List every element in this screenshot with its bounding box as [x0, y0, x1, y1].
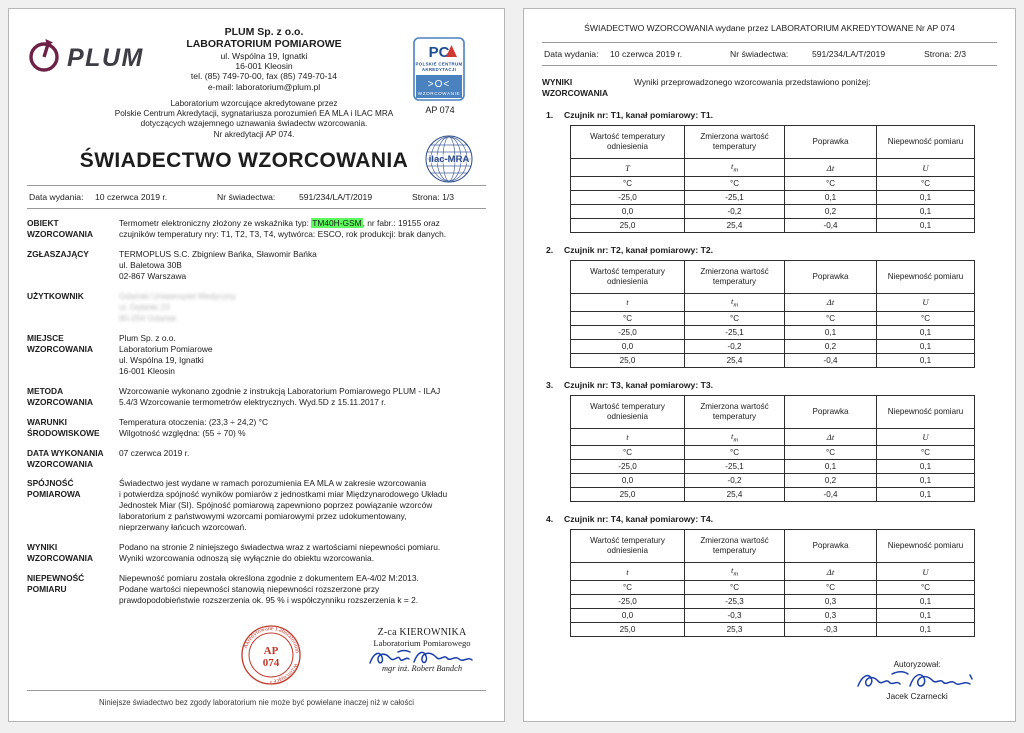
- table-row: [571, 474, 975, 488]
- data-cell: 25,4: [685, 488, 785, 502]
- column-header: Niepewność pomiaru: [877, 395, 975, 428]
- svg-text:POLSKIE CENTRUM: POLSKIE CENTRUM: [415, 61, 463, 67]
- data-cell: -25,1: [685, 460, 785, 474]
- certificate-sections: [27, 218, 486, 606]
- warunki-line-2: Wilgotność względna: (55 ÷ 70) %: [119, 428, 246, 438]
- data-cell: 0,0: [571, 609, 685, 623]
- data-cell: 25,0: [571, 623, 685, 637]
- table-symbol-row: [571, 159, 975, 177]
- data-cell: 0,1: [877, 460, 975, 474]
- table-row: [571, 204, 975, 218]
- data-cell: 25,3: [685, 623, 785, 637]
- zglaszajacy-line-2: ul. Baletowa 30B: [119, 260, 182, 270]
- measurement-section-2: [542, 245, 997, 368]
- symbol-cell: $t_m$: [685, 563, 785, 581]
- table-row: [571, 339, 975, 353]
- data-cell: 0,2: [785, 339, 877, 353]
- section-wyniki-wzorcowania: [27, 542, 486, 564]
- data-cell: 0,2: [785, 204, 877, 218]
- data-cell: -25,0: [571, 595, 685, 609]
- symbol-cell: $t_m$: [685, 293, 785, 311]
- section-label: METODA WZORCOWANIA: [27, 386, 94, 407]
- unit-cell: °C: [785, 446, 877, 460]
- table-row: [571, 218, 975, 232]
- data-cell: 0,1: [877, 190, 975, 204]
- column-header: Niepewność pomiaru: [877, 126, 975, 159]
- data-cell: -25,0: [571, 190, 685, 204]
- column-header: Poprawka: [785, 530, 877, 563]
- table-symbol-row: [571, 293, 975, 311]
- page2-header-title: ŚWIADECTWO WZORCOWANIA wydane przez LABORATORIUM AKREDYTOWANE Nr AP 074: [584, 23, 955, 33]
- table-header-row: [571, 126, 975, 159]
- spojnosc-line-5: nieprzerwany łańcuch wzorcowań.: [119, 522, 247, 533]
- data-cell: 25,0: [571, 218, 685, 232]
- data-cell: -0,2: [685, 204, 785, 218]
- data-cell: 0,1: [877, 204, 975, 218]
- data-cell: -0,4: [785, 353, 877, 367]
- data-cell: 0,1: [785, 190, 877, 204]
- wyniki-line-1: Podano na stronie 2 niniejszego świadectwa wraz z wartościami niepewności pomiaru.: [119, 542, 441, 553]
- section-number: 4.: [546, 514, 554, 525]
- results-label: [542, 77, 634, 98]
- measurement-table-2: [570, 260, 975, 368]
- data-cell: 0,1: [877, 595, 975, 609]
- column-header: Wartość temperatury odniesienia: [571, 530, 685, 563]
- zglaszajacy-line-3: 02-867 Warszawa: [119, 271, 187, 281]
- section-caption: [546, 244, 997, 255]
- table-header-row: [571, 530, 975, 563]
- symbol-cell: t: [571, 428, 685, 446]
- certificate-number-label: Nr świadectwa:: [217, 192, 276, 202]
- spojnosc-line-3: Jednostek Miar (SI). Spójność pomiarową zapewniono poprzez powiązanie wzorców: [119, 500, 433, 511]
- unit-cell: °C: [785, 311, 877, 325]
- metoda-line-2: 5.4/3 Wzorcowanie termometrów elektrycznych. Wyd.5D z 15.11.2017 r.: [119, 397, 386, 407]
- data-cell: 0,1: [785, 460, 877, 474]
- accreditation-line-1: Laboratorium wzorcujące akredytowane przez: [170, 99, 338, 108]
- svg-text:ilac-MRA: ilac-MRA: [428, 154, 470, 165]
- symbol-cell: U: [877, 563, 975, 581]
- signature-block: [347, 627, 497, 673]
- unit-cell: °C: [571, 311, 685, 325]
- data-cell: -0,2: [685, 474, 785, 488]
- warunki-line-1: Temperatura otoczenia: (23,3 ÷ 24,2) °C: [119, 417, 268, 427]
- section-value: [119, 218, 486, 240]
- table-row: [571, 488, 975, 502]
- pca-logo-icon: [413, 37, 465, 101]
- section-label: WARUNKI ŚRODOWISKOWE: [27, 417, 100, 438]
- symbol-cell: Δt: [785, 563, 877, 581]
- data-cell: 25,0: [571, 353, 685, 367]
- section-caption: [546, 379, 997, 390]
- issue-date-value: 10 czerwca 2019 r.: [95, 192, 168, 202]
- table-row: [571, 190, 975, 204]
- data-cell: 0,1: [877, 339, 975, 353]
- data-cell: 25,4: [685, 353, 785, 367]
- svg-text:PC: PC: [428, 44, 450, 61]
- column-header: Niepewność pomiaru: [877, 260, 975, 293]
- spojnosc-line-1: Świadectwo jest wydane w ramach porozumienia EA MLA w zakresie wzorcowania: [119, 478, 427, 489]
- svg-text:AP: AP: [263, 645, 279, 657]
- data-cell: 0,1: [877, 488, 975, 502]
- column-header: Zmierzona wartość temperatury: [685, 530, 785, 563]
- section-number: 2.: [546, 244, 554, 255]
- data-cell: 0,1: [877, 609, 975, 623]
- data-cell: 25,0: [571, 488, 685, 502]
- company-department: LABORATORIUM POMIAROWE: [186, 37, 342, 50]
- pca-logo-caption: AP 074: [425, 105, 455, 115]
- accreditation-line-4: Nr akredytacji AP 074.: [213, 129, 295, 139]
- data-cell: 25,4: [685, 218, 785, 232]
- symbol-cell: t: [571, 563, 685, 581]
- issue-date-label: Data wydania:: [544, 49, 599, 59]
- data-cell: 0,3: [785, 595, 877, 609]
- table-header-row: [571, 395, 975, 428]
- symbol-cell: Δt: [785, 159, 877, 177]
- data-cell: -25,1: [685, 325, 785, 339]
- unit-cell: °C: [685, 176, 785, 190]
- unit-cell: °C: [571, 446, 685, 460]
- company-block: [129, 27, 399, 92]
- certificate-page-1: [8, 8, 505, 722]
- symbol-cell: Δt: [785, 428, 877, 446]
- data-cell: -0,3: [785, 623, 877, 637]
- section-value: [119, 291, 486, 324]
- unit-cell: °C: [877, 311, 975, 325]
- data-cell: -0,2: [685, 339, 785, 353]
- accreditation-line-2: Polskie Centrum Akredytacji, sygnatariusza porozumień EA MLA i ILAC MRA: [114, 109, 394, 119]
- data-cell: -0,3: [685, 609, 785, 623]
- section-label: NIEPEWNOŚĆ POMIARU: [27, 573, 85, 594]
- unit-cell: °C: [685, 581, 785, 595]
- section-zglaszajacy: [27, 249, 486, 282]
- column-header: Poprawka: [785, 126, 877, 159]
- handwritten-signature-icon: [852, 669, 982, 693]
- svg-text:>O<: >O<: [427, 79, 451, 90]
- section-value: [119, 417, 486, 439]
- certificate-number-value: 591/234/LA/T/2019: [812, 49, 886, 59]
- metoda-line-1: Wzorcowanie wykonano zgodnie z instrukcją Laboratorium Pomiarowego PLUM - ILAJ: [119, 386, 441, 396]
- data-cell: 0,1: [877, 218, 975, 232]
- table-unit-row: [571, 446, 975, 460]
- certificate-page-2: [523, 8, 1016, 722]
- unit-cell: °C: [785, 176, 877, 190]
- data-cell: -25,3: [685, 595, 785, 609]
- measurement-section-3: [542, 380, 997, 503]
- section-value: [119, 573, 486, 606]
- unit-cell: °C: [877, 581, 975, 595]
- wyniki-line-2: Wyniki wzorcowania odnoszą się wyłącznie do obiektu wzorcowania.: [119, 553, 375, 564]
- unit-cell: °C: [877, 446, 975, 460]
- spojnosc-line-2: i potwierdza spójność wyników pomiarów z jednostkami miar Międzynarodowego Układu: [119, 489, 448, 500]
- data-wykonania-value: 07 czerwca 2019 r.: [119, 448, 190, 458]
- measurement-section-4: [542, 514, 997, 637]
- page2-meta-row: [542, 42, 997, 66]
- svg-text:AKREDYTACJI: AKREDYTACJI: [421, 67, 457, 72]
- data-cell: -25,0: [571, 460, 685, 474]
- measurement-section-1: [542, 110, 997, 233]
- data-cell: 0,1: [877, 353, 975, 367]
- column-header: Poprawka: [785, 260, 877, 293]
- niepewnosc-line-1: Niepewność pomiaru została określona zgodnie z dokumentem EA-4/02 M:2013.: [119, 573, 419, 584]
- section-label: OBIEKT WZORCOWANIA: [27, 218, 94, 239]
- company-address-1: ul. Wspólna 19, Ignatki: [220, 50, 308, 61]
- unit-cell: °C: [685, 311, 785, 325]
- symbol-cell: U: [877, 428, 975, 446]
- section-value: [119, 249, 486, 282]
- miejsce-line-1: Plum Sp. z o.o.: [119, 333, 176, 343]
- measurement-table-4: [570, 529, 975, 637]
- column-header: Niepewność pomiaru: [877, 530, 975, 563]
- section-caption-text: Czujnik nr: T1, kanał pomiarowy: T1.: [564, 110, 713, 121]
- symbol-cell: Δt: [785, 293, 877, 311]
- column-header: Zmierzona wartość temperatury: [685, 260, 785, 293]
- section-label: ZGŁASZAJĄCY: [27, 249, 89, 259]
- accreditation-note: [89, 99, 419, 140]
- data-cell: 0,1: [877, 623, 975, 637]
- page-title: ŚWIADECTWO WZORCOWANIA: [79, 149, 409, 172]
- table-unit-row: [571, 176, 975, 190]
- table-symbol-row: [571, 563, 975, 581]
- table-symbol-row: [571, 428, 975, 446]
- section-caption-text: Czujnik nr: T2, kanał pomiarowy: T2.: [564, 244, 713, 255]
- section-label: SPÓJNOŚĆ POMIAROWA: [27, 478, 81, 499]
- company-address-2: 16-001 Kleosin: [235, 61, 293, 71]
- obiekt-line-1: Termometr elektroniczny złożony ze wskaźnika typ: TM40H-GSM, nr fabr.: 19155 oraz: [119, 218, 440, 228]
- table-header-row: [571, 260, 975, 293]
- data-cell: 0,2: [785, 474, 877, 488]
- symbol-cell: $t_m$: [685, 428, 785, 446]
- section-miejsce-wzorcowania: [27, 333, 486, 377]
- symbol-cell: U: [877, 293, 975, 311]
- zglaszajacy-line-1: TERMOPLUS S.C. Zbigniew Bańka, Sławomir Bańka: [119, 249, 317, 259]
- uzytkownik-line-2: ul. Dębinki 23: [119, 302, 170, 312]
- results-intro-row: [542, 77, 997, 98]
- page1-header: [9, 9, 504, 185]
- section-value: [119, 386, 486, 408]
- section-label: MIEJSCE WZORCOWANIA: [27, 333, 94, 354]
- section-caption-text: Czujnik nr: T3, kanał pomiarowy: T3.: [564, 379, 713, 390]
- svg-text:Akredytowane Laboratorium: Akredytowane Laboratorium: [242, 625, 300, 654]
- accreditation-line-3: dotyczących wzajemnego uznawania świadectw wzorcowania.: [140, 119, 368, 129]
- data-cell: -25,1: [685, 190, 785, 204]
- unit-cell: °C: [571, 176, 685, 190]
- symbol-cell: T: [571, 159, 685, 177]
- page-number: Strona: 2/3: [924, 49, 967, 59]
- data-cell: 0,0: [571, 204, 685, 218]
- section-caption-text: Czujnik nr: T4, kanał pomiarowy: T4.: [564, 514, 713, 525]
- column-header: Zmierzona wartość temperatury: [685, 395, 785, 428]
- ilac-mra-logo-icon: [421, 131, 477, 187]
- unit-cell: °C: [785, 581, 877, 595]
- section-label: WYNIKI WZORCOWANIA: [27, 542, 94, 563]
- company-name: PLUM Sp. z o.o.: [224, 26, 304, 38]
- data-cell: -25,0: [571, 325, 685, 339]
- issue-date-label: Data wydania:: [29, 192, 84, 202]
- section-data-wykonania: [27, 448, 486, 469]
- authorization-name: Jacek Czarnecki: [886, 691, 948, 701]
- issue-date-value: 10 czerwca 2019 r.: [610, 49, 683, 59]
- symbol-cell: U: [877, 159, 975, 177]
- svg-text:WZORCOWANIE: WZORCOWANIE: [417, 91, 461, 96]
- section-value: [119, 542, 486, 564]
- section-caption: [546, 514, 997, 525]
- symbol-cell: t: [571, 293, 685, 311]
- measurement-table-1: [570, 125, 975, 233]
- page-number: Strona: 1/3: [412, 192, 455, 202]
- results-label-line-2: WZORCOWANIA: [542, 87, 609, 98]
- column-header: Wartość temperatury odniesienia: [571, 260, 685, 293]
- obiekt-line-2: czujników temperatury nry: T1, T2, T3, T4, wytwórca: ESCO, rok produkcji: brak danych.: [119, 229, 447, 239]
- miejsce-line-3: ul. Wspólna 19, Ignatki: [119, 355, 204, 365]
- section-label: DATA WYKONANIA WZORCOWANIA: [27, 448, 104, 469]
- table-row: [571, 325, 975, 339]
- device-type-highlight: TM40H-GSM: [312, 218, 362, 228]
- table-unit-row: [571, 581, 975, 595]
- column-header: Wartość temperatury odniesienia: [571, 126, 685, 159]
- svg-text:074: 074: [262, 657, 280, 669]
- unit-cell: °C: [877, 176, 975, 190]
- results-label-line-1: WYNIKI: [542, 77, 573, 87]
- uzytkownik-line-1: Gdański Uniwersytet Medyczny: [119, 291, 236, 301]
- accreditation-stamp-icon: [239, 623, 303, 687]
- section-value: [119, 333, 486, 377]
- certificate-number-value: 591/234/LA/T/2019: [299, 192, 373, 202]
- section-label: UŻYTKOWNIK: [27, 291, 84, 301]
- page1-footer: Niniejsze świadectwo bez zgody laboratorium nie może być powielane inaczej niż w całości: [27, 690, 486, 707]
- section-niepewnosc-pomiaru: [27, 573, 486, 606]
- unit-cell: °C: [571, 581, 685, 595]
- company-email: e-mail: laboratorium@plum.pl: [207, 81, 321, 92]
- niepewnosc-line-3: prawdopodobieństwie rozszerzenia ok. 95 % i współczynniku rozszerzenia k = 2.: [119, 595, 419, 606]
- stamp-and-signature-zone: [27, 623, 486, 687]
- svg-text:Wzorcujące •: Wzorcujące •: [269, 661, 299, 685]
- data-cell: -0,4: [785, 488, 877, 502]
- column-header: Zmierzona wartość temperatury: [685, 126, 785, 159]
- table-row: [571, 460, 975, 474]
- table-row: [571, 609, 975, 623]
- table-row: [571, 623, 975, 637]
- table-row: [571, 353, 975, 367]
- table-unit-row: [571, 311, 975, 325]
- data-cell: 0,1: [785, 325, 877, 339]
- unit-cell: °C: [685, 446, 785, 460]
- signature-role: Z-ca KIEROWNIKA: [377, 627, 467, 638]
- spojnosc-line-4: laboratorium z państwowymi wzorcami pomiarowymi przez udokumentowany,: [119, 511, 407, 522]
- miejsce-line-2: Laboratorium Pomiarowe: [119, 344, 213, 354]
- authorization-label: Autoryzował:: [893, 660, 941, 669]
- data-cell: 0,0: [571, 474, 685, 488]
- section-number: 1.: [546, 110, 554, 121]
- section-number: 3.: [546, 379, 554, 390]
- section-metoda-wzorcowania: [27, 386, 486, 408]
- plum-wordmark: PLUM: [67, 44, 144, 72]
- data-cell: 0,3: [785, 609, 877, 623]
- miejsce-line-4: 16-001 Kleosin: [119, 366, 175, 376]
- authorization-block: [837, 660, 997, 701]
- section-obiekt-wzorcowania: [27, 218, 486, 240]
- uzytkownik-line-3: 80-204 Gdańsk: [119, 313, 177, 323]
- page1-meta-row: [27, 185, 486, 209]
- symbol-cell: $t_m$: [685, 159, 785, 177]
- data-cell: 0,1: [877, 325, 975, 339]
- certificate-number-label: Nr świadectwa:: [730, 49, 789, 59]
- table-row: [571, 595, 975, 609]
- signature-name: mgr inż. Robert Bandch: [381, 664, 463, 673]
- section-value: [119, 478, 486, 533]
- measurement-table-3: [570, 395, 975, 503]
- niepewnosc-line-2: Podane wartości niepewności stanowią niepewności rozszerzone przy: [119, 584, 380, 595]
- section-caption: [546, 110, 997, 121]
- section-uzytkownik: [27, 291, 486, 324]
- data-cell: 0,0: [571, 339, 685, 353]
- section-warunki-srodowiskowe: [27, 417, 486, 439]
- results-intro-text: Wyniki przeprowadzonego wzorcowania przedstawiono poniżej:: [634, 77, 871, 87]
- section-value: [119, 448, 486, 469]
- column-header: Poprawka: [785, 395, 877, 428]
- data-cell: -0,4: [785, 218, 877, 232]
- data-cell: 0,1: [877, 474, 975, 488]
- company-phone: tel. (85) 749-70-00, fax (85) 749-70-14: [190, 71, 338, 82]
- column-header: Wartość temperatury odniesienia: [571, 395, 685, 428]
- section-spojnosc-pomiarowa: [27, 478, 486, 533]
- signature-unit: Laboratorium Pomiarowego: [373, 638, 471, 648]
